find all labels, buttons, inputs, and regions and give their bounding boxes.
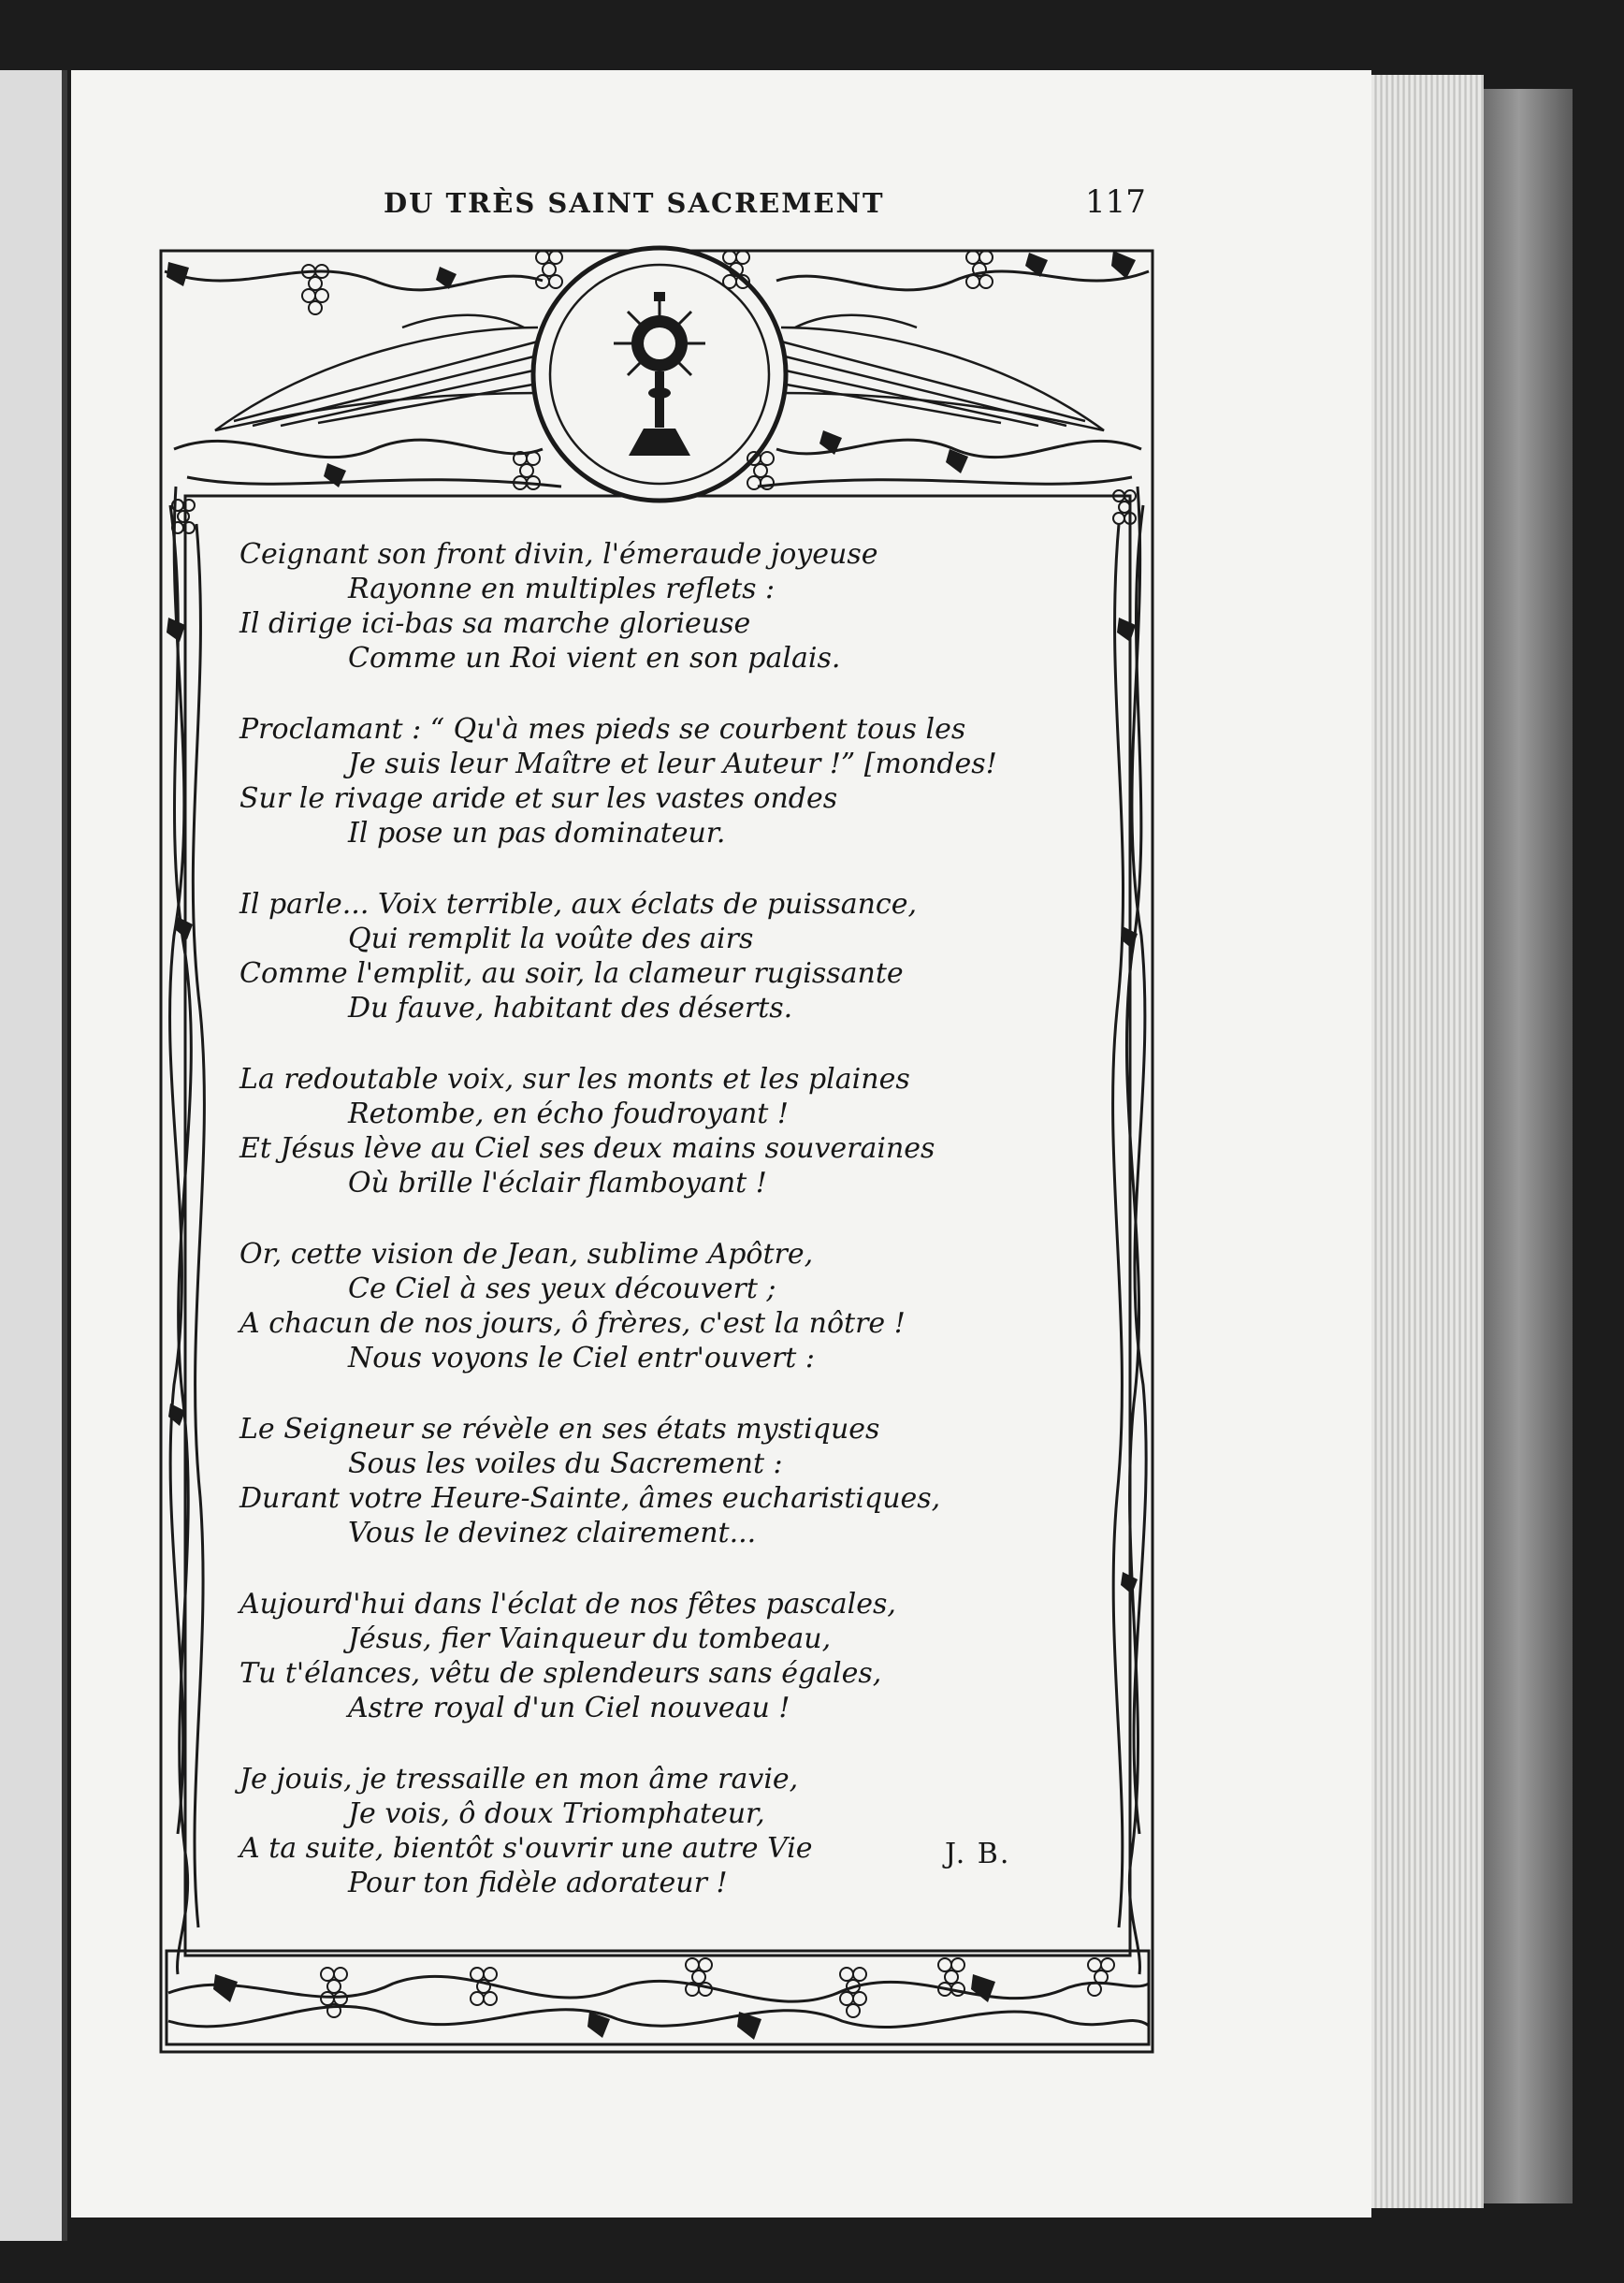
signature: J. B. [945,1838,1011,1870]
verse-line: Rayonne en multiples reflets : [348,573,776,605]
verse-line: Comme l'emplit, au soir, la clameur rugissante [239,957,904,990]
verse-line: Ce Ciel à ses yeux découvert ; [348,1272,776,1305]
stanza [239,1412,1081,1550]
verse-line: Vous le devinez clairement... [348,1517,757,1549]
verse-line: Proclamant : “ Qu'à mes pieds se courbent tous les [239,713,966,746]
verse-line: Durant votre Heure-Sainte, âmes eucharistiques, [239,1482,941,1515]
verse-line: A ta suite, bientôt s'ouvrir une autre Vie [239,1832,813,1865]
stanza [239,712,1081,851]
right-wing [781,315,1104,430]
poem [239,537,1081,1937]
page-number: 117 [1085,183,1146,221]
verse-line: Astre royal d'un Ciel nouveau ! [348,1692,790,1724]
running-title: DU TRÈS SAINT SACREMENT [384,187,885,219]
verse-line: Qui remplit la voûte des airs [348,923,754,955]
verse-line: Aujourd'hui dans l'éclat de nos fêtes pascales, [239,1588,896,1621]
verse-line: Il dirige ici-bas sa marche glorieuse [239,607,751,640]
verse-line: Tu t'élances, vêtu de splendeurs sans égales, [239,1657,882,1690]
verse-line: Où brille l'éclair flamboyant ! [348,1167,767,1200]
stanza [239,1062,1081,1200]
verse-line: La redoutable voix, sur les monts et les plaines [239,1063,910,1096]
verse-line: Je suis leur Maître et leur Auteur !” [mondes! [348,748,997,780]
stanza [239,1237,1081,1375]
verse-line: Retombe, en écho foudroyant ! [348,1098,789,1130]
verse-line: Jésus, fier Vainqueur du tombeau, [348,1622,832,1655]
verse-line: Ceignant son front divin, l'émeraude joyeuse [239,538,878,571]
verse-line: Nous voyons le Ciel entr'ouvert : [348,1342,815,1374]
verse-line: A chacun de nos jours, ô frères, c'est la nôtre ! [239,1307,906,1340]
verse-line: Je vois, ô doux Triomphateur, [348,1797,765,1830]
stanza [239,887,1081,1025]
verse-line: Sur le rivage aride et sur les vastes ondes [239,782,838,815]
stanza [239,537,1081,676]
stanza [239,1762,1081,1900]
left-wing [215,315,538,430]
verse-line: Il parle... Voix terrible, aux éclats de puissance, [239,888,918,921]
verse-line: Sous les voiles du Sacrement : [348,1447,783,1480]
verse-line: Le Seigneur se révèle en ses états mystiques [239,1413,880,1446]
verse-line: Comme un Roi vient en son palais. [348,642,841,675]
verse-line: Pour ton fidèle adorateur ! [348,1867,728,1899]
stanza [239,1587,1081,1725]
verse-line: Or, cette vision de Jean, sublime Apôtre, [239,1238,814,1271]
verse-line: Et Jésus lève au Ciel ses deux mains souveraines [239,1132,935,1165]
verse-line: Il pose un pas dominateur. [348,817,726,850]
verse-line: Du fauve, habitant des déserts. [348,992,793,1025]
verse-line: Je jouis, je tressaille en mon âme ravie, [239,1763,799,1796]
